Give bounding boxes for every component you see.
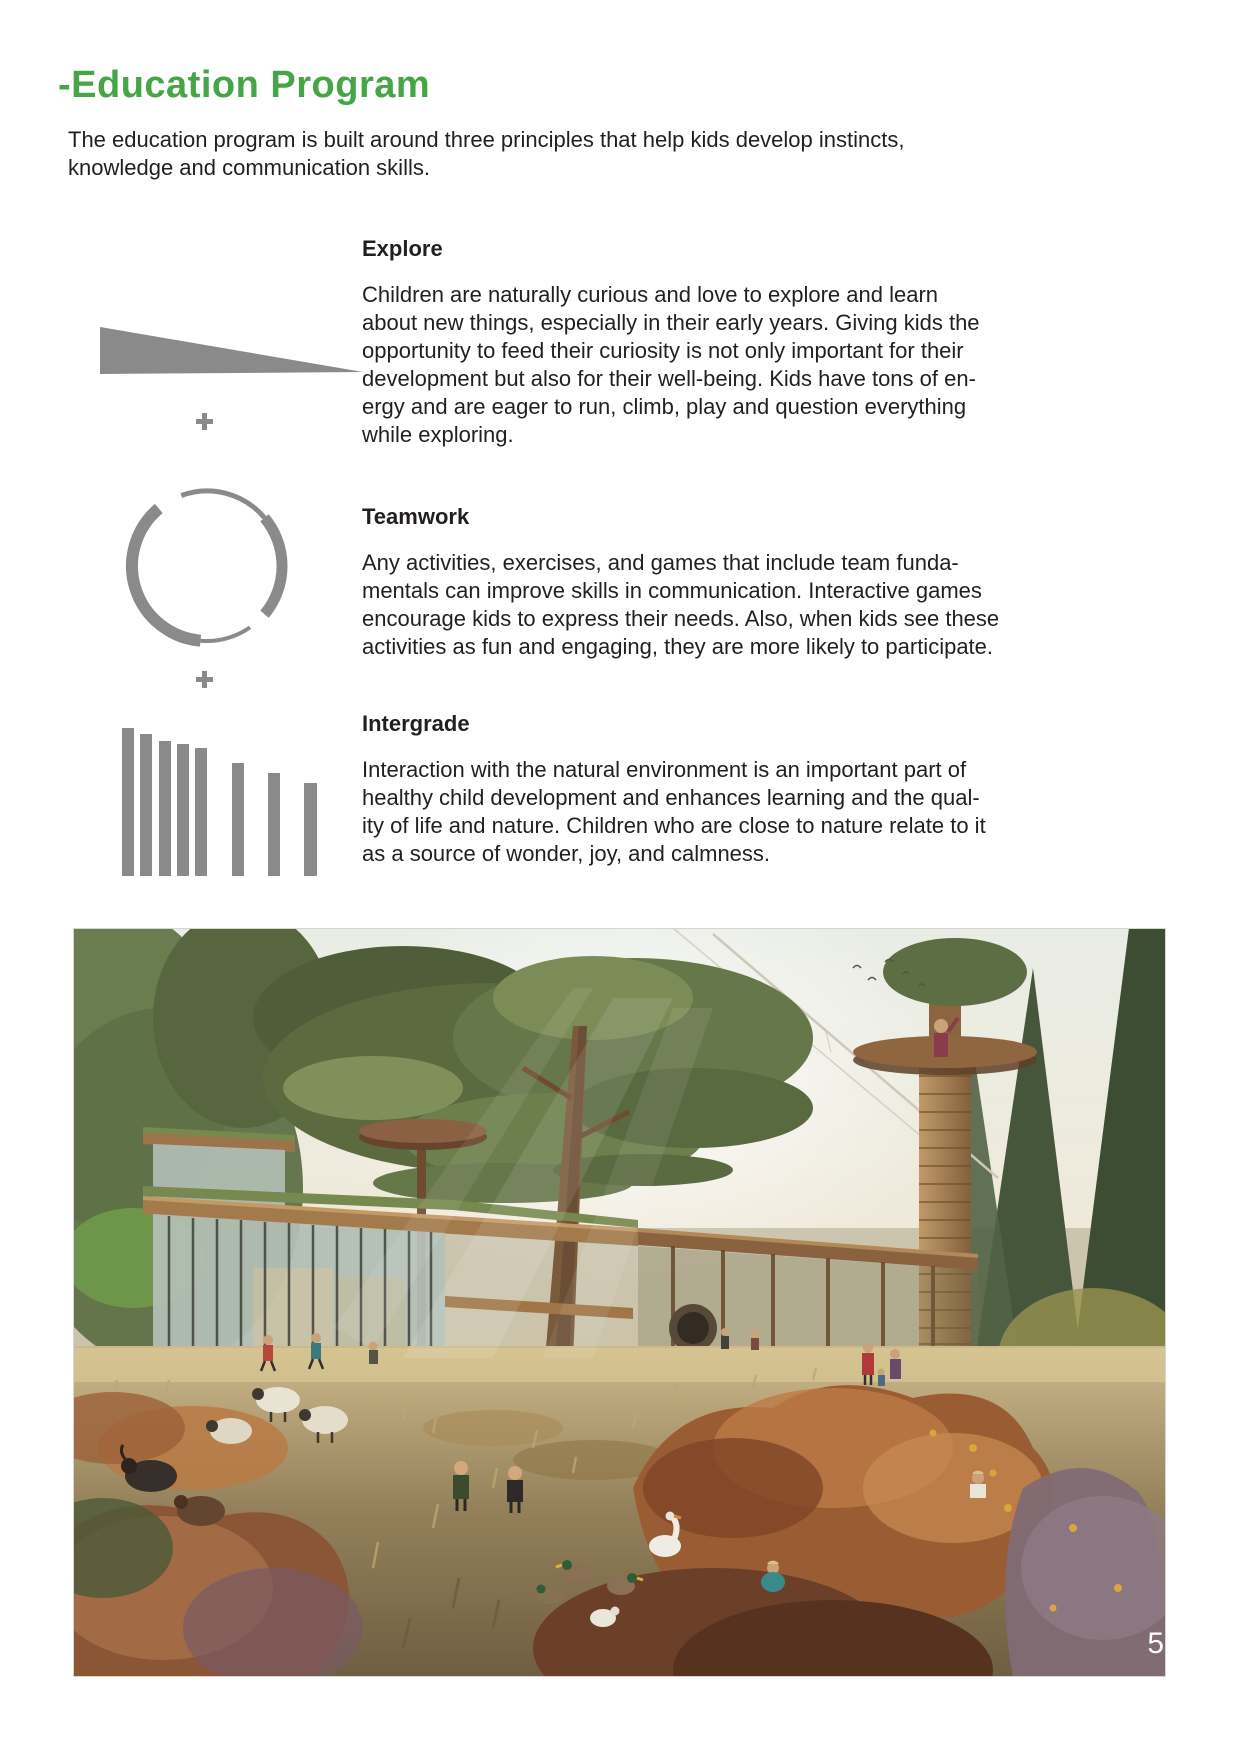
- section-body: [362, 281, 1082, 449]
- body-line: ity of life and nature. Children who are close to nature relate to it: [362, 813, 986, 838]
- body-line: mentals can improve skills in communication. Interactive games: [362, 578, 982, 603]
- body-line: while exploring.: [362, 422, 514, 447]
- intro-paragraph: [68, 126, 904, 182]
- body-line: encourage kids to express their needs. Also, when kids see these: [362, 606, 1000, 631]
- section-body: [362, 549, 1082, 661]
- body-line: Children are naturally curious and love to explore and learn: [362, 282, 939, 307]
- body-line: as a source of wonder, joy, and calmness.: [362, 841, 771, 866]
- section-intergrade: [362, 712, 1082, 868]
- brush-circle-icon: [125, 485, 295, 655]
- section-heading: Intergrade: [362, 711, 470, 736]
- body-line: Any activities, exercises, and games that include team funda-: [362, 550, 959, 575]
- kindergarten-render-scene: [73, 928, 1166, 1677]
- body-line: Interaction with the natural environment is an important part of: [362, 757, 967, 782]
- section-heading: Teamwork: [362, 504, 470, 529]
- intro-line: knowledge and communication skills.: [68, 155, 430, 180]
- body-line: about new things, especially in their early years. Giving kids the: [362, 310, 980, 335]
- body-line: healthy child development and enhances learning and the qual-: [362, 785, 980, 810]
- body-line: opportunity to feed their curiosity is not only important for their: [362, 338, 964, 363]
- wedge-icon: [100, 327, 364, 375]
- plus-icon: [196, 671, 213, 688]
- body-line: development but also for their well-being. Kids have tons of en-: [362, 366, 976, 391]
- section-body: [362, 756, 1082, 868]
- section-explore: [362, 237, 1082, 449]
- body-line: ergy and are eager to run, climb, play and question everything: [362, 394, 967, 419]
- bar-chart-icon: [122, 728, 322, 876]
- kindergarten-render-image: [73, 928, 1166, 1677]
- section-teamwork: [362, 505, 1082, 661]
- page-number: 5: [1147, 1627, 1164, 1660]
- body-line: activities as fun and engaging, they are more likely to participate.: [362, 634, 994, 659]
- plus-icon: [196, 413, 213, 430]
- section-heading: Explore: [362, 236, 443, 261]
- page-title: -Education Program: [58, 64, 431, 106]
- intro-line: The education program is built around three principles that help kids develop instincts,: [68, 127, 905, 152]
